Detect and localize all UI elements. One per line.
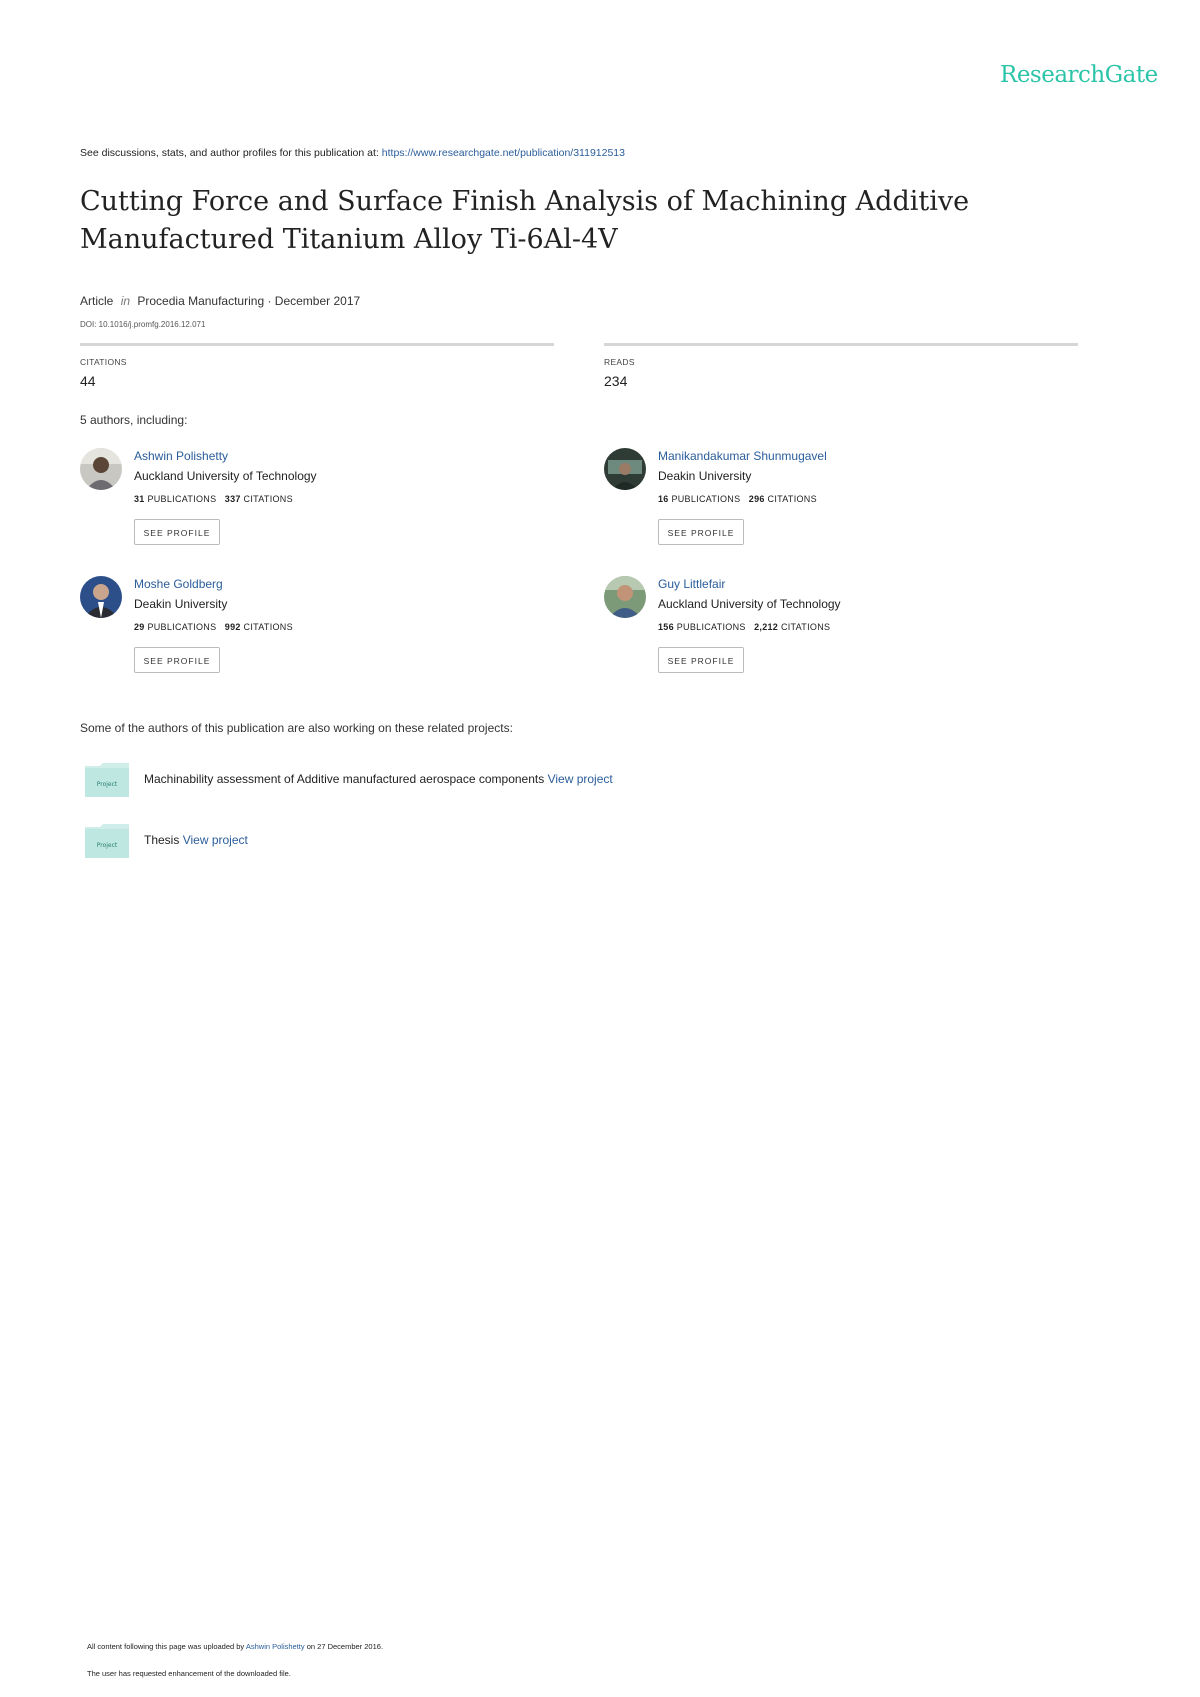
doi: DOI: 10.1016/j.promfg.2016.12.071 (80, 320, 206, 329)
avatar[interactable] (80, 448, 122, 490)
author-card (80, 448, 550, 563)
see-profile-button[interactable]: SEE PROFILE (658, 647, 744, 673)
citations-label: CITATIONS (80, 357, 127, 367)
author-affiliation: Auckland University of Technology (134, 469, 317, 483)
publications-label: PUBLICATIONS (671, 494, 741, 504)
citations-label: CITATIONS (243, 622, 293, 632)
author-name[interactable]: Ashwin Polishetty (134, 449, 229, 463)
see-discussions-text: See discussions, stats, and author profiles for this publication at: (80, 147, 379, 159)
publications-label: PUBLICATIONS (676, 622, 746, 632)
authors-heading: 5 authors, including: (80, 413, 188, 427)
author-name[interactable]: Moshe Goldberg (134, 577, 223, 591)
citations-count: 2,212 (754, 622, 779, 632)
publication-meta (80, 294, 360, 308)
project-title: Thesis (144, 833, 180, 847)
article-type: Article (80, 294, 114, 308)
citations-count: 337 (224, 494, 241, 504)
citations-value: 44 (80, 373, 96, 389)
upload-prefix: All content following this page was uploaded by (87, 1642, 245, 1651)
project-folder-icon (84, 762, 130, 798)
reads-label: READS (604, 357, 635, 367)
see-profile-button[interactable]: SEE PROFILE (658, 519, 744, 545)
upload-note (87, 1642, 383, 1651)
project-icon-label: Project (96, 842, 118, 849)
publications-count: 156 (658, 622, 674, 632)
enhancement-note: The user has requested enhancement of the downloaded file. (87, 1669, 291, 1678)
uploader-link[interactable]: Ashwin Polishetty (245, 1642, 305, 1651)
upload-suffix: on 27 December 2016. (306, 1642, 384, 1651)
project-title: Machinability assessment of Additive manufactured aerospace components (144, 772, 545, 786)
reads-value: 234 (604, 373, 628, 389)
citations-label: CITATIONS (780, 622, 831, 632)
publications-count: 29 (134, 622, 145, 632)
publications-label: PUBLICATIONS (147, 622, 217, 632)
author-card (80, 576, 550, 691)
author-name[interactable]: Guy Littlefair (658, 577, 726, 591)
publications-label: PUBLICATIONS (147, 494, 217, 504)
project-folder-icon (84, 823, 130, 859)
publication-url-link[interactable]: https://www.researchgate.net/publication/311912513 (381, 147, 625, 159)
avatar[interactable] (604, 448, 646, 490)
citations-divider (80, 343, 554, 346)
author-card (604, 448, 1074, 563)
citations-count: 296 (748, 494, 765, 504)
author-affiliation: Deakin University (134, 597, 228, 611)
publications-count: 16 (658, 494, 669, 504)
avatar[interactable] (604, 576, 646, 618)
author-stats (134, 494, 293, 504)
view-project-link[interactable]: View project (182, 833, 248, 847)
author-name[interactable]: Manikandakumar Shunmugavel (658, 449, 827, 463)
publications-count: 31 (134, 494, 145, 504)
journal-date: Procedia Manufacturing · December 2017 (137, 294, 361, 308)
reads-divider (604, 343, 1078, 346)
avatar[interactable] (80, 576, 122, 618)
author-stats (134, 622, 293, 632)
related-projects-heading: Some of the authors of this publication are also working on these related projects: (80, 721, 513, 735)
paper-title (80, 183, 1040, 259)
project-text (144, 833, 248, 847)
see-discussions-line (80, 147, 625, 159)
researchgate-logo[interactable]: ResearchGate (1000, 62, 1158, 88)
paper-title-line-1: Cutting Force and Surface Finish Analysis of Machining Additive (80, 186, 970, 217)
citations-count: 992 (224, 622, 241, 632)
project-icon-label: Project (96, 781, 118, 788)
view-project-link[interactable]: View project (547, 772, 613, 786)
citations-label: CITATIONS (243, 494, 293, 504)
author-affiliation: Auckland University of Technology (658, 597, 841, 611)
see-profile-button[interactable]: SEE PROFILE (134, 647, 220, 673)
project-text (144, 772, 613, 786)
see-profile-button[interactable]: SEE PROFILE (134, 519, 220, 545)
author-stats (658, 494, 817, 504)
in-label: in (120, 294, 131, 308)
paper-title-line-2: Manufactured Titanium Alloy Ti-6Al-4V (80, 224, 618, 255)
author-stats (658, 622, 830, 632)
author-card (604, 576, 1074, 691)
citations-label: CITATIONS (767, 494, 817, 504)
author-affiliation: Deakin University (658, 469, 752, 483)
